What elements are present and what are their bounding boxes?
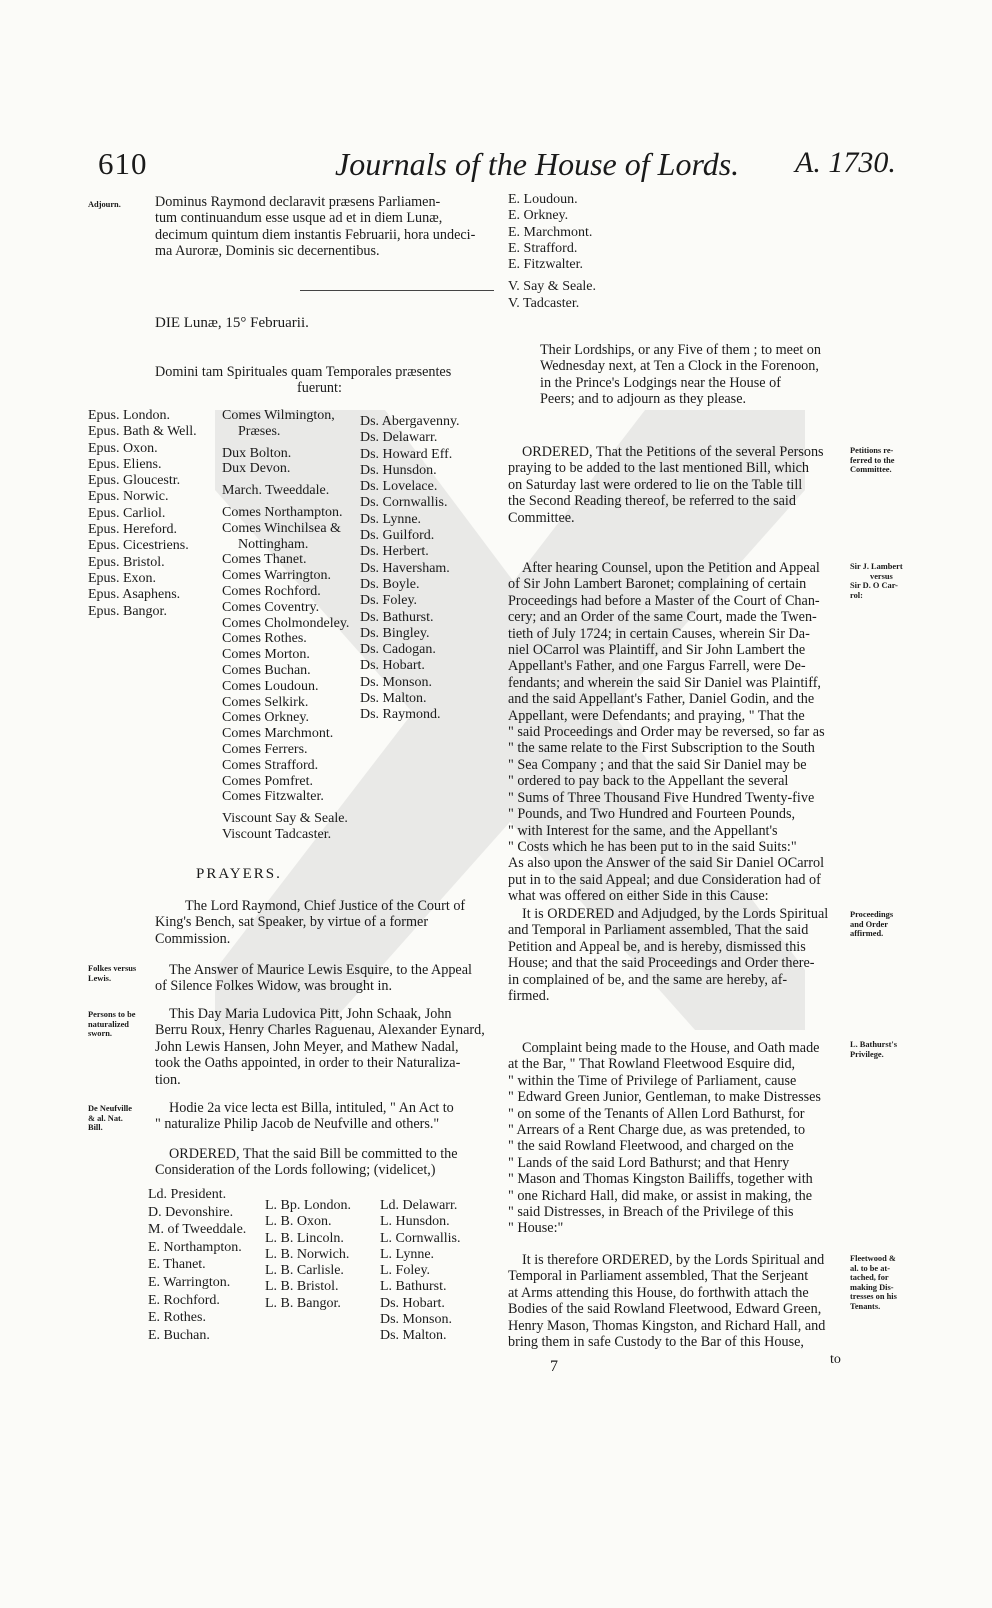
list-item: V. Say & Seale. (508, 279, 597, 295)
list-item: E. Marchmont. (508, 224, 593, 240)
list-item: Comes Rochford. (222, 583, 321, 599)
signature-mark: 7 (550, 1358, 558, 1375)
list-item: E. Rochford. (148, 1292, 220, 1308)
list-item: Ds. Monson. (360, 674, 432, 690)
list-item: Ds. Raymond. (360, 707, 441, 723)
committee-list-col3 (380, 1198, 461, 1345)
list-item: Ds. Bingley. (360, 625, 430, 641)
list-item: Ds. Haversham. (360, 560, 450, 576)
list-item: Comes Rothes. (222, 631, 307, 647)
list-item: L. B. Bangor. (265, 1295, 341, 1311)
catchword: to (830, 1352, 841, 1367)
margin-note-petitions: Petitions re- ferred to the Committee. (850, 446, 895, 475)
presence-heading: Domini tam Spirituales quam Temporales præsentes fuerunt: (155, 364, 452, 397)
list-item: L. B. Oxon. (265, 1214, 332, 1230)
list-item: Comes Northampton. (222, 504, 343, 520)
margin-note-bathurst: L. Bathurst's Privilege. (850, 1040, 898, 1059)
list-item: Viscount Tadcaster. (222, 826, 332, 842)
margin-note-naturalized: Persons to be naturalized sworn. (88, 1010, 136, 1039)
list-item: Epus. London. (88, 408, 171, 423)
list-item: Comes Orkney. (222, 710, 309, 726)
list-item: L. Foley. (380, 1263, 431, 1279)
list-item: E. Orkney. (508, 208, 569, 224)
bishops-list (88, 408, 197, 620)
list-item: Epus. Norwic. (88, 489, 169, 505)
list-item: E. Warrington. (148, 1274, 231, 1290)
list-item: Ld. President. (148, 1187, 227, 1202)
list-item: E. Loudoun. (508, 192, 578, 207)
barons-list (360, 414, 460, 724)
list-item: Comes Marchmont. (222, 726, 334, 742)
list-item: Ds. Delawarr. (360, 430, 438, 446)
list-item: Ds. Abergavenny. (360, 414, 460, 429)
page-year: A. 1730. (795, 146, 896, 179)
list-item: M. of Tweeddale. (148, 1222, 247, 1238)
list-item: L. B. Norwich. (265, 1246, 350, 1262)
list-item: Ds. Hobart. (360, 658, 425, 674)
list-item: Ds. Foley. (360, 593, 418, 609)
top-right-lords-list (508, 192, 596, 312)
adjourn-paragraph: Dominus Raymond declaravit præsens Parliamen- tum continuandum esse usque ad et in diem Lunæ, decimum quintum diem instantis Februarii, hora undeci- ma Auroræ, Dominis sic decernentibus. (155, 194, 476, 260)
list-item: Ds. Howard Eff. (360, 446, 453, 462)
list-item: E. Thanet. (148, 1257, 206, 1273)
date-heading: DIE Lunæ, 15° Februarii. (155, 315, 309, 331)
list-item: Comes Selkirk. (222, 694, 309, 710)
bathurst-complaint-paragraph: Complaint being made to the House, and Oath made at the Bar, " That Rowland Fleetwood Esquire did, " within the Time of Privilege of Parliament, cause " Edward Green Junior, Gentleman, to make Distresses " on some of the Tenants of Allen Lord Bathurst, for " Arrears of a Rent Charge due, as was pretended, to " the said Rowland Fleetwood, and charged on the " Lands of the said Lord Bathurst; and that Henry " Mason and Thomas Kingston Bailiffs, together with " one Richard Hall, did make, or assist in making, the " said Distresses, in Breach of the Privilege of this " House:" (508, 1040, 821, 1237)
folkes-paragraph: The Answer of Maurice Lewis Esquire, to the Appeal of Silence Folkes Widow, was brought in. (155, 962, 472, 995)
list-item: Nottingham. (238, 536, 309, 552)
neufville-paragraph: Hodie 2a vice lecta est Billa, intituled, " An Act to " naturalize Philip Jacob de Neufville and others." (155, 1100, 454, 1133)
list-item: E. Rothes. (148, 1310, 206, 1326)
list-item: E. Buchan. (148, 1327, 210, 1343)
list-item: Ds. Bathurst. (360, 609, 434, 625)
list-item: L. Bathurst. (380, 1279, 447, 1295)
list-item: Epus. Oxon. (88, 440, 158, 456)
list-item: L. Hunsdon. (380, 1214, 450, 1230)
list-item: Epus. Asaphens. (88, 587, 181, 603)
list-item: Ds. Hunsdon. (360, 462, 437, 478)
list-item: Epus. Bangor. (88, 603, 167, 619)
list-item: Comes Strafford. (222, 757, 319, 773)
list-item: L. Bp. London. (265, 1198, 351, 1213)
list-item: Comes Wilmington, (222, 408, 335, 423)
list-item: V. Tadcaster. (508, 295, 580, 311)
list-item: Ld. Delawarr. (380, 1198, 458, 1213)
list-item: Dux Devon. (222, 461, 291, 477)
committee-meeting-paragraph: Their Lordships, or any Five of them ; to meet on Wednesday next, at Ten a Clock in the Forenoon, in the Prince's Lodgings near the House of Peers; and to adjourn as they please. (540, 342, 821, 408)
list-item: Epus. Cicestriens. (88, 538, 189, 554)
list-item: Comes Ferrers. (222, 741, 308, 757)
margin-note-affirmed: Proceedings and Order affirmed. (850, 910, 894, 939)
committee-list-col2 (265, 1198, 351, 1312)
naturalized-paragraph: This Day Maria Ludovica Pitt, John Schaak, John Berru Roux, Henry Charles Raguenau, Alexander Eynard, John Lewis Hansen, John Meyer, and Mathew Nadal, took the Oaths appointed, in order to their Naturaliza- tion. (155, 1006, 485, 1088)
list-item: Viscount Say & Seale. (222, 811, 348, 827)
list-item: L. B. Carlisle. (265, 1263, 344, 1279)
list-item: Ds. Cornwallis. (360, 495, 448, 511)
list-item: Ds. Lovelace. (360, 479, 438, 495)
margin-note-neufville: De Neufville & al. Nat. Bill. (88, 1104, 132, 1133)
page-number: 610 (98, 146, 148, 181)
list-item: L. Cornwallis. (380, 1230, 461, 1246)
list-item: Comes Fitzwalter. (222, 789, 324, 805)
list-item: E. Northampton. (148, 1239, 242, 1255)
list-item: L. B. Lincoln. (265, 1230, 344, 1246)
list-item: Comes Morton. (222, 647, 310, 663)
fleetwood-order-paragraph: It is therefore ORDERED, by the Lords Spiritual and Temporal in Parliament assembled, That the Serjeant at Arms attending this House, do forthwith attach the Bodies of the said Rowland Fleetwood, Edward Green, Henry Mason, Thomas Kingston, and Richard Hall, and bring them in safe Custody to the Bar of this House, (508, 1252, 826, 1351)
list-item: Comes Coventry. (222, 599, 320, 615)
list-item: Epus. Gloucestr. (88, 473, 181, 489)
list-item: Ds. Malton. (360, 691, 427, 707)
list-item: Præses. (238, 423, 281, 439)
margin-note-adjourn: Adjourn. (88, 200, 121, 209)
committee-order-paragraph: ORDERED, That the said Bill be committed to the Consideration of the Lords following; (videlicet,) (155, 1146, 458, 1179)
list-item: Epus. Bristol. (88, 554, 165, 570)
list-item: Comes Thanet. (222, 552, 307, 568)
speaker-paragraph: The Lord Raymond, Chief Justice of the Court of King's Bench, sat Speaker, by virtue of a former Commission. (155, 898, 466, 947)
margin-note-folkes: Folkes versus Lewis. (88, 964, 137, 983)
list-item: Ds. Guilford. (360, 528, 435, 544)
prayers-heading: PRAYERS. (196, 866, 282, 882)
list-item: Ds. Monson. (380, 1312, 452, 1328)
affirmed-paragraph: It is ORDERED and Adjudged, by the Lords Spiritual and Temporal in Parliament assembled, That the said Petition and Appeal be, and is hereby, dismissed this House; and that the said Proceedings and Order there- in complained of be, and the same are hereby, af- firmed. (508, 906, 829, 1005)
petitions-paragraph: ORDERED, That the Petitions of the several Persons praying to be added to the last mentioned Bill, which on Saturday last were ordered to lie on the Table till the Second Reading thereof, be referred to the said Committee. (508, 444, 824, 526)
list-item: D. Devonshire. (148, 1204, 234, 1220)
list-item: Epus. Carliol. (88, 505, 166, 521)
margin-note-lambert: Sir J. Lambert versus Sir D. O Car- rol: (850, 562, 903, 600)
list-item: Ds. Herbert. (360, 544, 429, 560)
page-title: Journals of the House of Lords. (335, 146, 740, 182)
list-item: E. Fitzwalter. (508, 257, 584, 273)
list-item: Ds. Malton. (380, 1328, 447, 1344)
list-item: Ds. Lynne. (360, 511, 422, 527)
list-item: Epus. Hereford. (88, 522, 178, 538)
lambert-appeal-paragraph: After hearing Counsel, upon the Petition and Appeal of Sir John Lambert Baronet; complaining of certain Proceedings had before a Master of the Court of Chan- cery; and an Order of the same Court, made the Twen- tieth of July 1724; in certain Causes, wherein Sir Da- niel OCarrol was Plaintiff, and Sir John Lambert the Appellant's Father, and one Fargus Farrell, were De- fendants; and wherein the said Sir Daniel was Plaintiff, and the said Appellant's Father, Daniel Godin, and the Appellant, were Defendants; and praying, " That the " said Proceedings and Order may be reversed, so far as " the same relate to the First Subscription to the South " Sea Company ; and that the said Sir Daniel may be " ordered to pay back to the Appellant the several " Sums of Three Thousand Five Hundred Twenty-five " Pounds, and Two Hundred and Fourteen Pounds, " with Interest for the same, and the Appellant's " Costs which he has been put to in the said Suits:" As also upon the Answer of the said Sir Daniel OCarrol put in to the said Appeal; and due Consideration had of what was offered on either Side in this Cause: (508, 560, 825, 905)
list-item: Epus. Exon. (88, 570, 157, 586)
earls-list (222, 408, 349, 843)
committee-list-col1 (148, 1186, 246, 1344)
list-item: E. Strafford. (508, 240, 578, 256)
margin-note-fleetwood: Fleetwood & al. to be at- tached, for making Dis- tresses on his Tenants. (850, 1254, 897, 1311)
list-item: Ds. Boyle. (360, 576, 420, 592)
section-divider (300, 290, 494, 291)
list-item: L. Lynne. (380, 1246, 435, 1262)
list-item: Comes Loudoun. (222, 678, 319, 694)
list-item: Comes Cholmondeley. (222, 615, 350, 631)
list-item: Ds. Hobart. (380, 1295, 445, 1311)
list-item: March. Tweeddale. (222, 483, 330, 499)
list-item: Epus. Eliens. (88, 456, 162, 472)
list-item: Comes Buchan. (222, 662, 311, 678)
list-item: Ds. Cadogan. (360, 642, 436, 658)
list-item: L. B. Bristol. (265, 1279, 339, 1295)
list-item: Dux Bolton. (222, 445, 292, 461)
list-item: Comes Warrington. (222, 568, 332, 584)
list-item: Comes Winchilsea & (222, 520, 341, 536)
list-item: Comes Pomfret. (222, 773, 313, 789)
list-item: Epus. Bath & Well. (88, 424, 197, 440)
